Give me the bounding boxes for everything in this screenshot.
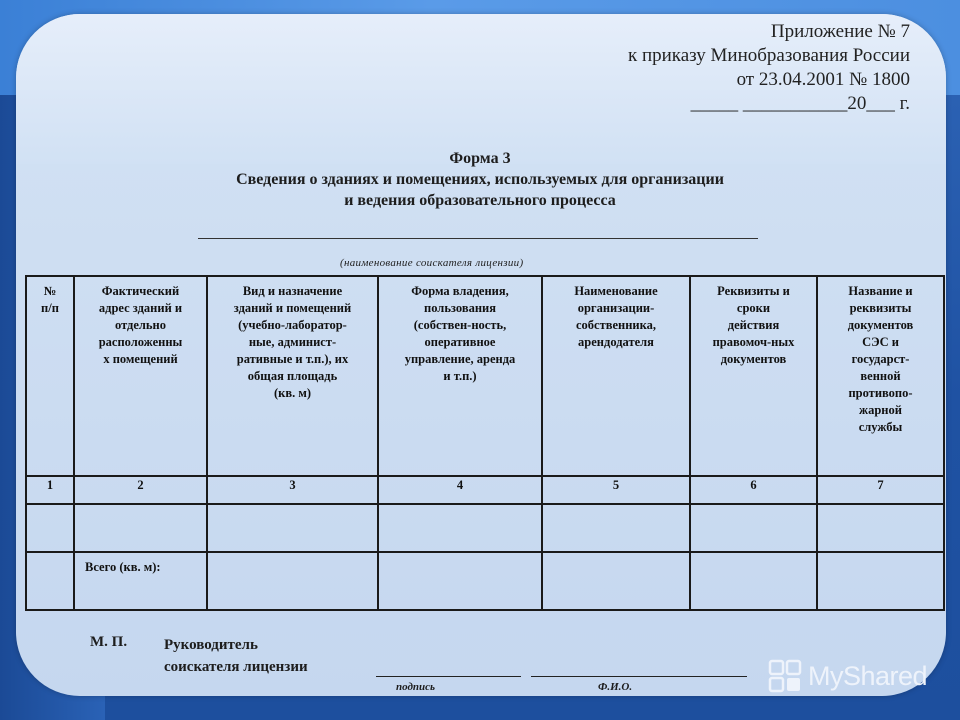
column-number-2: 2 [74,476,207,504]
header-cell-1 [26,276,74,476]
logo-text: MyShared [808,660,928,691]
header-line: (учебно-лаборатор- [238,318,347,332]
header-line: № [43,284,57,298]
header-line: ративные и т.п.), их [236,352,349,366]
myshared-logo-icon [768,659,802,693]
header-line: Название и [848,284,913,298]
seal-label: М. П. [90,634,128,650]
total-empty-cell[interactable] [817,552,944,610]
annex-line-4: _____ ___________20___ г. [690,93,910,114]
total-row [26,552,944,610]
header-line: Реквизиты и [717,284,790,298]
table-header-row [26,276,944,476]
header-line: Форма владения, [411,284,509,298]
head-block [164,634,308,678]
header-cell-3 [207,276,378,476]
column-number-3: 3 [207,476,378,504]
header-line: Вид и назначение [242,284,343,298]
header-line: отдельно [114,318,166,332]
annex-block [628,20,910,116]
header-line: адрес зданий и [98,301,183,315]
form-title-block [0,148,960,211]
signature-caption: подпись [396,681,436,693]
column-number-4: 4 [378,476,542,504]
annex-line-1: Приложение № 7 [770,21,910,42]
header-line: оперативное [424,335,496,349]
header-line: расположенны [98,335,183,349]
header-line: (собствен-ность, [413,318,507,332]
header-line: жарной [859,403,902,417]
table-row [26,504,944,552]
header-cell-5 [542,276,690,476]
header-line: государст- [851,352,910,366]
myshared-logo [768,655,927,697]
header-line: общая площадь [247,369,338,383]
empty-cell[interactable] [690,504,817,552]
header-line: собственника, [575,318,657,332]
header-cell-6 [690,276,817,476]
header-line: х помещений [103,352,178,366]
header-line: службы [858,420,903,434]
header-line: сроки [736,301,771,315]
form-number: Форма 3 [449,150,511,167]
buildings-table [25,275,945,611]
fio-line [531,676,747,677]
total-empty-cell[interactable] [542,552,690,610]
empty-cell[interactable] [817,504,944,552]
column-number-1: 1 [26,476,74,504]
fio-caption: Ф.И.О. [598,681,633,693]
total-area-cell[interactable] [207,552,378,610]
header-cell-7 [817,276,944,476]
empty-cell[interactable] [207,504,378,552]
annex-line-2: к приказу Минобразования России [627,45,910,66]
empty-cell[interactable] [74,504,207,552]
total-empty-cell[interactable] [378,552,542,610]
header-line: зданий и помещений [233,301,352,315]
header-cell-2 [74,276,207,476]
total-empty-cell [26,552,74,610]
header-line: арендодателя [578,335,654,349]
header-line: Фактический [101,284,180,298]
header-line: документов [847,318,914,332]
total-empty-cell[interactable] [690,552,817,610]
header-line: правомоч-ных [712,335,795,349]
header-line: пользования [424,301,496,315]
header-line: (кв. м) [273,386,312,400]
empty-cell[interactable] [378,504,542,552]
head-line-2: соискателя лицензии [164,659,308,675]
signature-line [376,676,521,677]
header-line: п/п [41,301,59,315]
empty-cell[interactable] [26,504,74,552]
header-line: Наименование [574,284,658,298]
column-number-5: 5 [542,476,690,504]
form-title-line-1: Сведения о зданиях и помещениях, используемых для организации [236,171,724,188]
column-number-6: 6 [690,476,817,504]
header-line: действия [727,318,780,332]
empty-cell[interactable] [542,504,690,552]
applicant-name-line [198,238,758,239]
total-label: Всего (кв. м): [74,552,207,610]
header-line: организации- [577,301,655,315]
head-line-1: Руководитель [164,637,258,653]
column-number-7: 7 [817,476,944,504]
header-line: реквизиты [849,301,912,315]
header-line: документов [720,352,787,366]
form-title-line-2: и ведения образовательного процесса [344,192,616,209]
header-line: и т.п.) [443,369,477,383]
header-line: управление, аренда [404,352,516,366]
header-line: СЭС и [862,335,899,349]
annex-line-3: от 23.04.2001 № 1800 [736,69,910,90]
header-line: ные, админист- [248,335,337,349]
header-cell-4 [378,276,542,476]
column-number-row [26,476,944,504]
header-line: противопо- [848,386,913,400]
applicant-name-caption: (наименование соискателя лицензии) [340,257,524,269]
header-line: венной [860,369,901,383]
